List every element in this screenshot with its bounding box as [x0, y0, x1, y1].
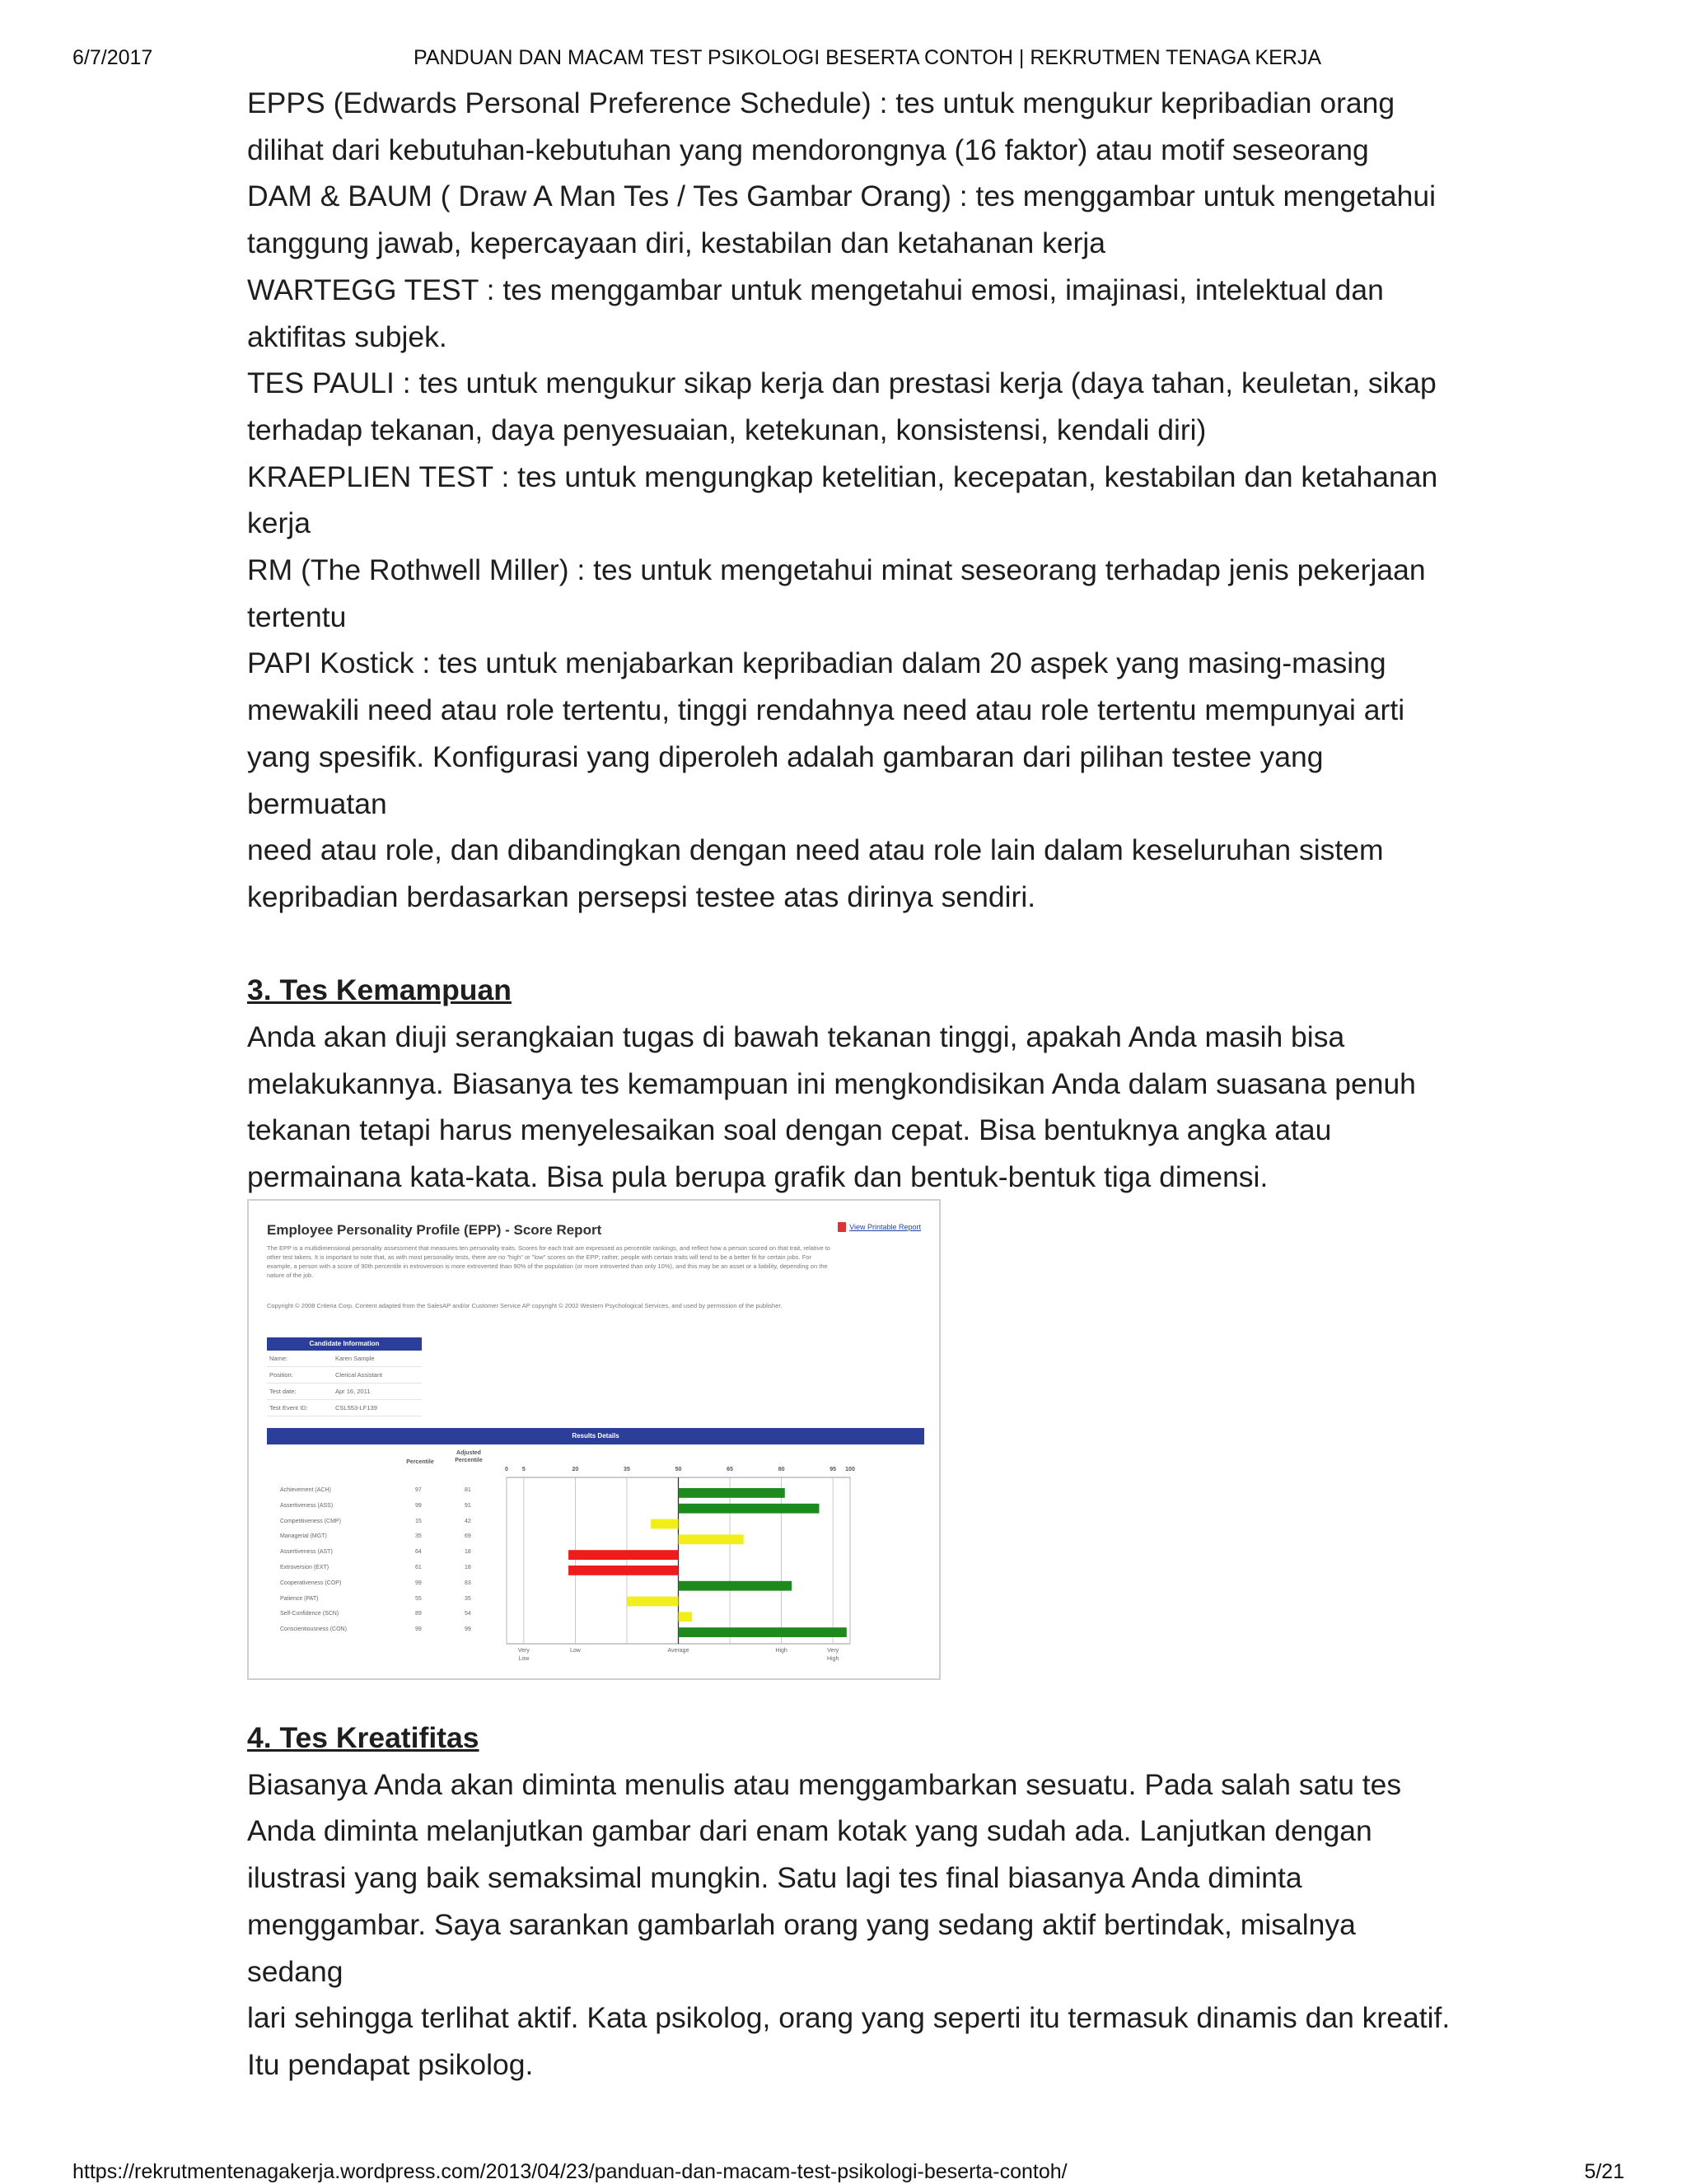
header-date: 6/7/2017 [72, 46, 153, 69]
page-number: 5/21 [1584, 2160, 1624, 2183]
adjusted-percentile-value: 18 [465, 1549, 471, 1556]
candidate-row-value: CSL553-LF139 [335, 1404, 377, 1412]
header-title: PANDUAN DAN MACAM TEST PSIKOLOGI BESERTA CONTOH | REKRUTMEN TENAGA KERJA [414, 46, 1322, 69]
candidate-row-value: Karen Sample [335, 1355, 375, 1362]
percentile-value: 89 [415, 1611, 422, 1617]
text-line: TES PAULI : tes untuk mengukur sikap kerja dan prestasi kerja (daya tahan, keuletan, sikap [247, 366, 1437, 400]
trait-label: Competitiveness (CMP) [280, 1518, 341, 1524]
bar [679, 1627, 847, 1637]
text-line: mewakili need atau role tertentu, tinggi rendahnya need atau role tertentu mempunyai arti [247, 693, 1405, 727]
trait-label: Extroversion (EXT) [280, 1565, 329, 1570]
bottom-axis-label: High [775, 1648, 787, 1654]
text-line: Anda diminta melanjutkan gambar dari enam kotak yang sudah ada. Lanjutkan dengan [247, 1814, 1372, 1848]
text-line: PAPI Kostick : tes untuk menjabarkan kepribadian dalam 20 aspek yang masing-masing [247, 646, 1386, 680]
text-line: tertentu [247, 600, 347, 633]
results-chart-svg [249, 1201, 941, 1680]
x-tick-label: 20 [572, 1467, 579, 1472]
bottom-axis-label: Low [569, 1648, 581, 1654]
trait-label: Achievement (ACH) [280, 1487, 331, 1493]
text-line: tekanan tetapi harus menyelesaikan soal dengan cepat. Bisa bentuknya angka atau [247, 1113, 1332, 1147]
section-3-title: 3. Tes Kemampuan [247, 973, 512, 1007]
adjusted-percentile-value: 83 [465, 1580, 471, 1586]
candidate-row-label: Name: [269, 1355, 288, 1362]
bar [679, 1488, 785, 1498]
trait-label: Managerial (MGT) [280, 1533, 327, 1540]
text-line: permainana kata-kata. Bisa pula berupa grafik dan bentuk-bentuk tiga dimensi. [247, 1160, 1269, 1194]
text-line: aktifitas subjek. [247, 320, 447, 353]
bar [568, 1550, 678, 1560]
text-line: Biasanya Anda akan diminta menulis atau menggambarkan sesuatu. Pada salah satu tes [247, 1767, 1402, 1801]
bottom-axis-label: Very [517, 1648, 530, 1654]
candidate-info-heading: Candidate Information [267, 1337, 422, 1351]
x-tick-label: 65 [727, 1467, 733, 1472]
footer-url: https://rekrutmentenagakerja.wordpress.com/2013/04/23/panduan-dan-macam-test-psikologi-beserta-contoh/ [72, 2160, 1068, 2183]
bar [651, 1519, 678, 1529]
trait-label: Conscientiousness (CON) [280, 1626, 347, 1633]
figure-description: The EPP is a multidimensional personality assessment that measures ten personality traits. Scores for each trait are expressed as percentile rankings, and reflect how a person scored on that trait, relative to other test takers. It is important to note that, as with most personality tests, there are no "high" or "low" scores on the EPP; rather, people with certain traits will tend to be a better fit for certain jobs. For example, a person with a score of 90th percentile in extroversion is more extroverted than 90% of the population (or more introverted than only 10%), and this may be an asset or a liability, depending on the nature of the job. [267, 1244, 830, 1279]
bar [679, 1534, 744, 1544]
trait-label: Assertiveness (AST) [280, 1549, 333, 1556]
x-tick-label: 50 [675, 1467, 682, 1472]
bottom-axis-label: Low [518, 1656, 530, 1662]
percentile-column-header: Percentile [406, 1459, 434, 1465]
candidate-row-label: Position: [269, 1371, 293, 1379]
text-line: kerja [247, 506, 311, 540]
adjusted-percentile-value: 91 [465, 1502, 471, 1509]
percentile-value: 55 [415, 1595, 422, 1602]
text-line: RM (The Rothwell Miller) : tes untuk mengetahui minat seseorang terhadap jenis pekerjaan [247, 553, 1426, 587]
figure-title: Employee Personality Profile (EPP) - Score Report [267, 1222, 602, 1238]
bar [679, 1581, 792, 1591]
text-line: KRAEPLIEN TEST : tes untuk mengungkap ketelitian, kecepatan, kestabilan dan ketahanan [247, 460, 1438, 493]
candidate-row-label: Test date: [269, 1388, 297, 1395]
percentile-value: 99 [415, 1580, 422, 1586]
bar [679, 1504, 820, 1514]
text-line: melakukannya. Biasanya tes kemampuan ini mengkondisikan Anda dalam suasana penuh [247, 1066, 1416, 1100]
percentile-value: 61 [415, 1565, 422, 1570]
x-tick-label: 0 [505, 1467, 508, 1472]
adjusted-percentile-value: 42 [465, 1518, 471, 1524]
epp-score-report-image [247, 1199, 941, 1680]
percentile-value: 99 [415, 1502, 422, 1509]
text-line: dilihat dari kebutuhan-kebutuhan yang mendorongnya (16 faktor) atau motif seseorang [247, 133, 1369, 166]
figure-copyright: Copyright © 2008 Criteria Corp. Content adapted from the SalesAP and/or Customer Service AP copyright © 2002 Western Psychological Services, and used by permission of the publisher. [267, 1302, 783, 1309]
trait-label: Assertiveness (ASS) [280, 1502, 334, 1509]
text-line: Itu pendapat psikolog. [247, 2047, 534, 2081]
article-body [247, 80, 1458, 1201]
text-line: menggambar. Saya sarankan gambarlah orang yang sedang aktif bertindak, misalnya sedang [247, 1907, 1356, 1988]
x-tick-label: 95 [829, 1467, 837, 1472]
bar [627, 1597, 679, 1607]
text-line: EPPS (Edwards Personal Preference Schedule) : tes untuk mengukur kepribadian orang [247, 86, 1395, 119]
printable-report-label: View Printable Report [849, 1223, 921, 1231]
text-line: Anda akan diuji serangkaian tugas di bawah tekanan tinggi, apakah Anda masih bisa [247, 1020, 1345, 1054]
text-line: need atau role, dan dibandingkan dengan need atau role lain dalam keseluruhan sistem [247, 833, 1384, 867]
bar [679, 1612, 693, 1622]
trait-label: Patience (PAT) [280, 1595, 319, 1602]
adjusted-percentile-value: 54 [465, 1611, 471, 1617]
results-details-heading: Results Details [267, 1428, 924, 1444]
percentile-value: 99 [415, 1626, 422, 1633]
percentile-value: 64 [415, 1549, 422, 1556]
trait-label: Self-Confidence (SCN) [280, 1611, 339, 1617]
intro-block [247, 80, 1458, 921]
x-tick-label: 100 [845, 1467, 855, 1472]
percentile-value: 35 [415, 1533, 422, 1540]
bottom-axis-label: Very [827, 1648, 839, 1654]
text-line: lari sehingga terlihat aktif. Kata psikolog, orang yang seperti itu termasuk dinamis dan kreatif. [247, 2001, 1451, 2035]
x-tick-label: 35 [624, 1467, 630, 1472]
section-4-title: 4. Tes Kreatifitas [247, 1721, 479, 1754]
adjusted-percentile-value: 81 [465, 1487, 471, 1493]
candidate-row-value: Apr 16, 2011 [335, 1388, 371, 1395]
bar [568, 1566, 678, 1575]
section-4 [247, 1715, 1458, 2088]
trait-label: Cooperativeness (COP) [280, 1580, 342, 1586]
text-line: kepribadian berdasarkan persepsi testee atas dirinya sendiri. [247, 880, 1036, 913]
text-line: tanggung jawab, kepercayaan diri, kestabilan dan ketahanan kerja [247, 226, 1106, 260]
adjusted-percentile-column-header: Adjusted Percentile [455, 1450, 483, 1463]
adjusted-percentile-value: 18 [465, 1565, 471, 1570]
percentile-value: 15 [415, 1518, 422, 1524]
candidate-row-value: Clerical Assistant [335, 1371, 383, 1379]
percentile-value: 97 [415, 1487, 422, 1493]
text-line: yang spesifik. Konfigurasi yang diperoleh adalah gambaran dari pilihan testee yang bermuatan [247, 740, 1324, 820]
text-line: WARTEGG TEST : tes menggambar untuk mengetahui emosi, imajinasi, intelektual dan [247, 273, 1384, 306]
x-tick-label: 5 [521, 1467, 526, 1472]
text-line: terhadap tekanan, daya penyesuaian, ketekunan, konsistensi, kendali diri) [247, 413, 1207, 446]
text-line: ilustrasi yang baik semaksimal mungkin. Satu lagi tes final biasanya Anda diminta [247, 1861, 1302, 1895]
bottom-axis-label: Average [667, 1648, 689, 1654]
text-line: DAM & BAUM ( Draw A Man Tes / Tes Gambar Orang) : tes menggambar untuk mengetahui [247, 180, 1436, 213]
adjusted-percentile-value: 35 [465, 1595, 471, 1602]
adjusted-percentile-value: 69 [465, 1533, 471, 1540]
bottom-axis-label: High [826, 1656, 839, 1662]
adjusted-percentile-value: 99 [465, 1626, 471, 1633]
x-tick-label: 80 [778, 1467, 785, 1472]
candidate-row-label: Test Event ID: [269, 1404, 308, 1412]
